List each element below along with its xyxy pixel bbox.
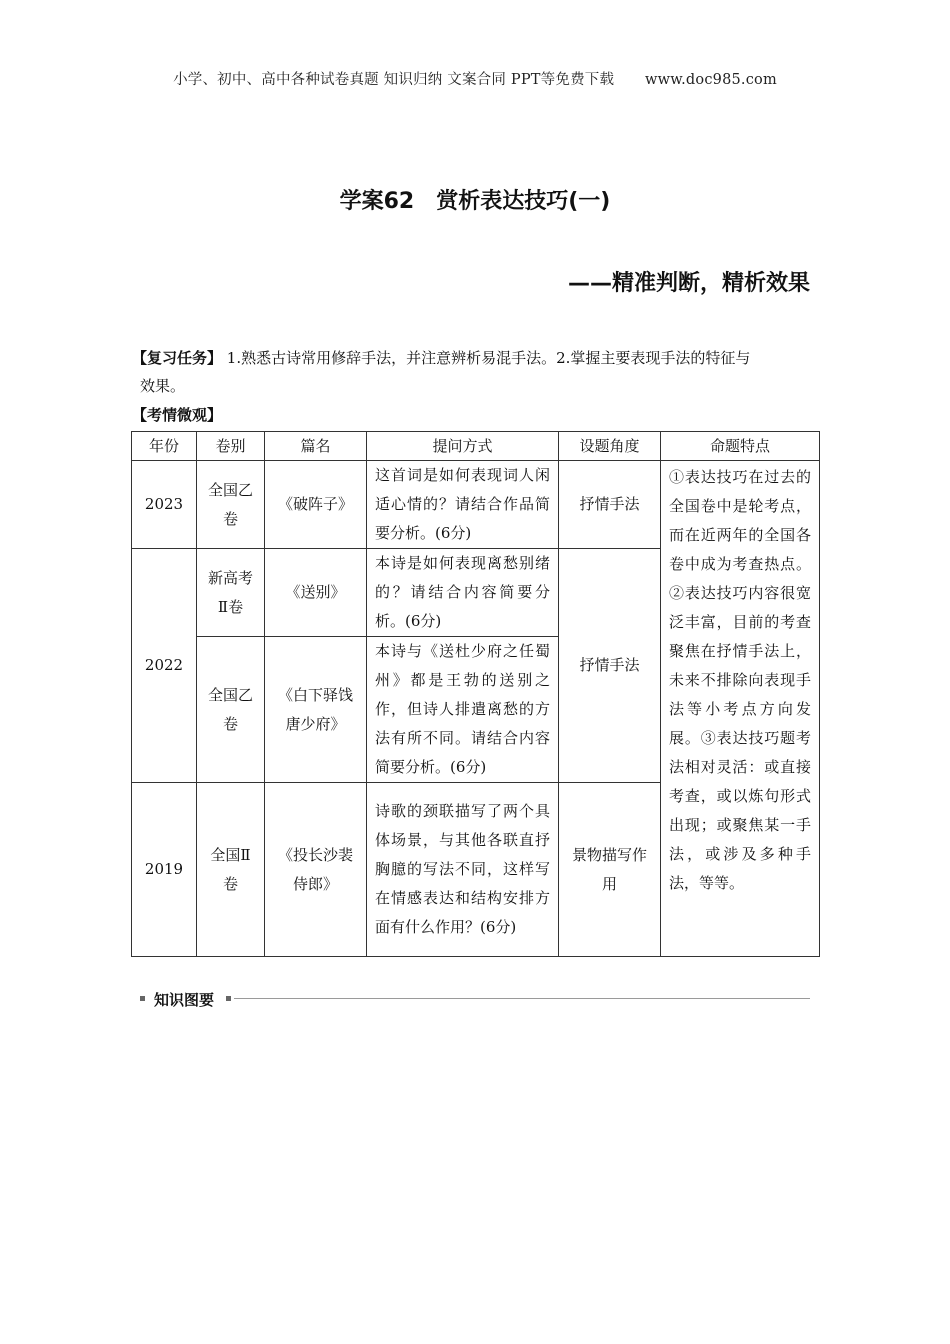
cell-paper: 新高考Ⅱ卷 xyxy=(197,549,265,637)
cell-question: 本诗与《送杜少府之任蜀州》都是王勃的送别之作，但诗人排遣离愁的方法有所不同。请结合内容简要分析。(6分) xyxy=(367,637,559,783)
header-year: 年份 xyxy=(132,432,197,461)
cell-title: 《破阵子》 xyxy=(265,461,367,549)
page-title: 学案62 赏析表达技巧(一) xyxy=(339,189,611,214)
table-header-row xyxy=(132,432,820,461)
cell-title: 《送别》 xyxy=(265,549,367,637)
cell-year: 2023 xyxy=(132,461,197,549)
table-row xyxy=(132,461,820,549)
cell-year: 2022 xyxy=(132,549,197,783)
header-question: 提问方式 xyxy=(367,432,559,461)
exam-table xyxy=(131,431,820,957)
header-text: 小学、初中、高中各种试卷真题 知识归纳 文案合同 PPT等免费下载 xyxy=(173,72,615,88)
knowledge-map-label: 知识图要 xyxy=(154,991,215,1009)
page-subtitle: ——精准判断，精析效果 xyxy=(567,271,810,296)
page-header xyxy=(0,68,950,89)
divider-line xyxy=(234,998,810,999)
review-line1: 1.熟悉古诗常用修辞手法，并注意辨析易混手法。2.掌握主要表现手法的特征与 xyxy=(226,349,751,367)
review-tag: 【复习任务】 xyxy=(132,349,223,367)
square-bullet-icon xyxy=(226,996,231,1001)
cell-paper: 全国乙卷 xyxy=(197,461,265,549)
cell-title: 《投长沙裴侍郎》 xyxy=(265,783,367,957)
cell-year: 2019 xyxy=(132,783,197,957)
knowledge-map-heading xyxy=(140,989,810,1013)
cell-question: 诗歌的颈联描写了两个具体场景，与其他各联直抒胸臆的写法不同，这样写在情感表达和结构安排方面有什么作用？(6分) xyxy=(367,783,559,957)
header-feature: 命题特点 xyxy=(661,432,820,461)
cell-title: 《白下驿饯唐少府》 xyxy=(265,637,367,783)
header-title: 篇名 xyxy=(265,432,367,461)
cell-angle: 抒情手法 xyxy=(559,461,661,549)
cell-paper: 全国乙卷 xyxy=(197,637,265,783)
square-bullet-icon xyxy=(140,996,145,1001)
header-paper: 卷别 xyxy=(197,432,265,461)
cell-question: 本诗是如何表现离愁别绪的？请结合内容简要分析。(6分) xyxy=(367,549,559,637)
header-site[interactable]: www.doc985.com xyxy=(644,72,777,88)
header-angle: 设题角度 xyxy=(559,432,661,461)
cell-feature: ①表达技巧在过去的全国卷中是轮考点，而在近两年的全国各卷中成为考查热点。②表达技巧内容很宽泛丰富，目前的考查聚焦在抒情手法上，未来不排除向表现手法等小考点方向发展。③表达技巧题考法相对灵活：或直接考查，或以炼句形式出现；或聚焦某一手法，或涉及多种手法，等等。 xyxy=(661,461,820,957)
exam-section-label: 【考情微观】 xyxy=(132,406,223,424)
cell-paper: 全国Ⅱ卷 xyxy=(197,783,265,957)
cell-question: 这首词是如何表现词人闲适心情的？请结合作品简要分析。(6分) xyxy=(367,461,559,549)
cell-angle: 抒情手法 xyxy=(559,549,661,783)
review-task xyxy=(132,344,822,400)
cell-angle: 景物描写作用 xyxy=(559,783,661,957)
review-line2: 效果。 xyxy=(140,377,186,395)
